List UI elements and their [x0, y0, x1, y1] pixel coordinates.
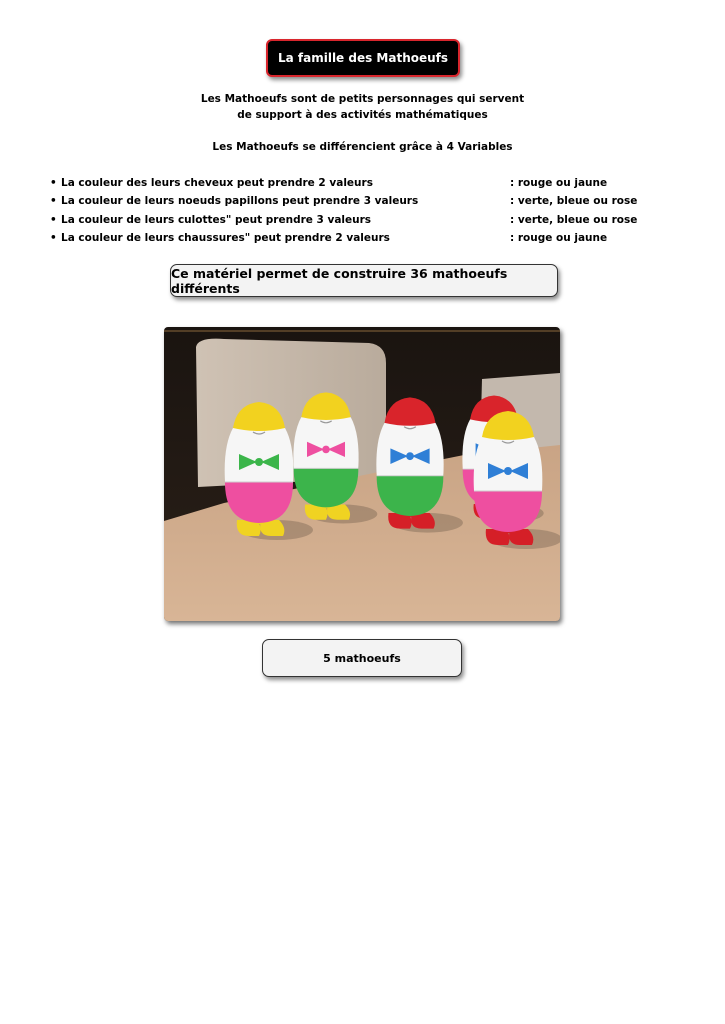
variable-values: : verte, bleue ou rose: [510, 195, 638, 208]
variable-text: La couleur de leurs culottes" peut prendre 3 valeurs: [61, 213, 372, 226]
bullet: •: [50, 231, 57, 244]
intro-line-1: Les Mathoeufs sont de petits personnages qui servent: [200, 93, 525, 105]
photo-caption: 5 mathoeufs: [262, 639, 462, 677]
variable-text: La couleur des leurs cheveux peut prendre 2 valeurs: [61, 177, 373, 189]
variable-values: : rouge ou jaune: [510, 177, 608, 189]
variable-values: : verte, bleue ou rose: [510, 213, 638, 226]
intro-line-2: de support à des activités mathématiques: [237, 109, 488, 121]
variable-text: La couleur de leurs noeuds papillons peut prendre 3 valeurs: [61, 195, 419, 208]
bullet: •: [50, 177, 57, 189]
mathoeufs-photo: [164, 327, 560, 621]
variable-values: : rouge ou jaune: [510, 231, 608, 244]
variable-text: La couleur de leurs chaussures" peut prendre 2 valeurs: [61, 231, 390, 244]
intro-line-3: Les Mathoeufs se différencient grâce à 4 Variables: [212, 141, 513, 153]
bullet: •: [50, 195, 57, 208]
variables-list: [50, 177, 650, 250]
page-title: La famille des Mathoeufs: [266, 39, 460, 77]
variable-bow: [50, 195, 650, 213]
variable-pants: [50, 214, 650, 232]
variable-shoes: [50, 232, 650, 250]
photo-illustration: [164, 327, 560, 621]
summary-box: Ce matériel permet de construire 36 mathoeufs différents: [170, 264, 558, 297]
bullet: •: [50, 213, 57, 226]
variable-hair: [50, 177, 650, 195]
